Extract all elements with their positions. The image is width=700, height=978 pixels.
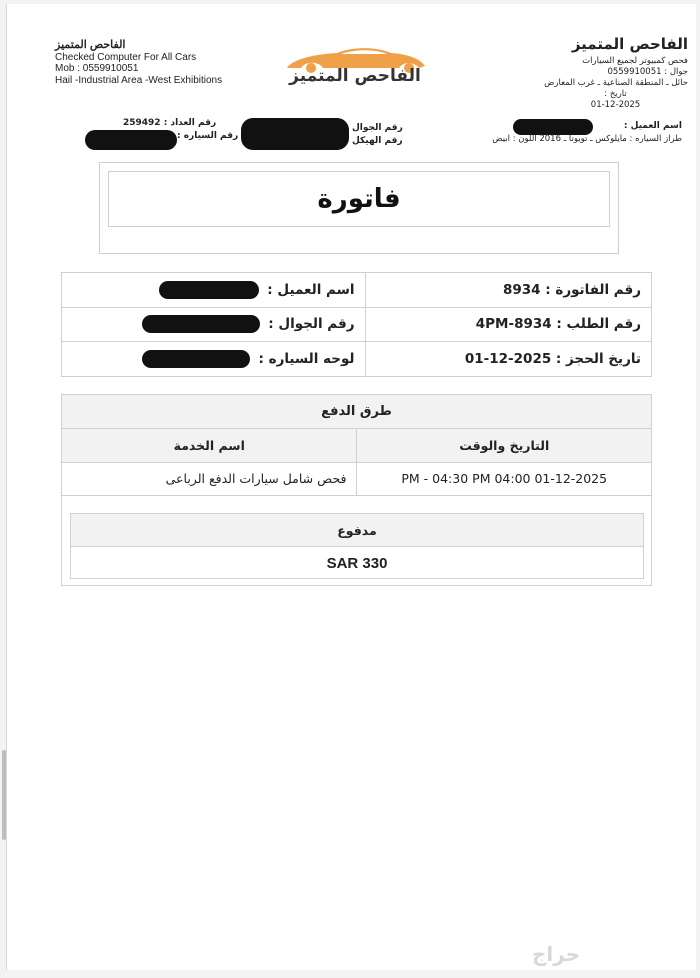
company-mobile-ar: جوال : 0559910051: [607, 67, 688, 77]
payment-methods-title: طرق الدفع: [62, 395, 651, 429]
invoice-number: رقم الفاتورة : 8934: [365, 273, 651, 308]
invoice-info-table: [61, 272, 652, 377]
redacted-customer-name: [159, 281, 259, 299]
invoice-title: فاتورة: [108, 171, 610, 227]
logo-text: الفاحص المتميز: [289, 66, 421, 86]
company-info-en: [55, 40, 265, 86]
booking-date: تاريخ الحجز : 2025-12-01: [365, 342, 651, 377]
paid-box: [70, 513, 644, 579]
mobile-cell: رقم الجوال :: [62, 307, 366, 342]
service-datetime: PM - 04:30 PM 04:00 01-12-2025: [357, 462, 651, 495]
table-row: [62, 462, 651, 495]
odometer: رقم العداد : 259492: [123, 118, 217, 128]
company-tagline-en: Checked Computer For All Cars: [55, 51, 197, 63]
plate-cell: لوحه السياره :: [62, 342, 366, 377]
redacted-mobile: [142, 315, 260, 333]
redacted-car-number: [85, 130, 177, 150]
order-number: رقم الطلب : 8934-4PM: [365, 307, 651, 342]
company-address-ar: حائل ـ المنطقة الصناعية ـ غرب المعارض: [544, 78, 688, 88]
service-name: فحص شامل سيارات الدفع الرباعى: [62, 462, 357, 495]
redacted-customer-header: [513, 119, 593, 135]
table-row: [62, 342, 652, 377]
mobile-label: رقم الجوال: [352, 123, 403, 133]
service-table: [62, 429, 651, 496]
company-tagline-ar: فحص كمبيوتر لجميع السيارات: [582, 56, 688, 66]
company-logo: [279, 44, 431, 94]
car-model: طراز السياره : مايلوكس ـ تويوتا ـ 2016 اللون : ابيض: [492, 134, 682, 144]
company-mobile-en: Mob : 0559910051: [55, 63, 139, 74]
customer-label-header: اسم العميل :: [623, 121, 682, 131]
company-name: الفاحص المتميز: [571, 35, 688, 53]
customer-name-cell: اسم العميل :: [62, 273, 366, 308]
table-row: [62, 429, 651, 462]
header-date-label: تاريخ :: [604, 89, 627, 99]
payment-section: [61, 394, 652, 586]
paid-label: مدفوع: [71, 514, 643, 547]
redacted-mobile-chassis: [241, 118, 349, 150]
car-number-label: رقم السياره :: [177, 131, 239, 141]
col-datetime-header: التاريخ والوقت: [357, 429, 651, 462]
company-address-en: Hail -Industrial Area -West Exhibitions: [55, 74, 223, 86]
header-date: 01-12-2025: [590, 100, 641, 110]
redacted-plate: [142, 350, 250, 368]
table-row: [62, 273, 652, 308]
invoice-title-box: [99, 162, 619, 254]
table-row: [62, 307, 652, 342]
scrollbar[interactable]: [2, 750, 6, 840]
invoice-page: [6, 4, 696, 970]
company-name-small: الفاحص المتميز: [55, 39, 126, 51]
watermark: حراج: [532, 942, 581, 966]
col-service-header: اسم الخدمة: [62, 429, 357, 462]
paid-amount: SAR 330: [326, 554, 388, 572]
chassis-label: رقم الهيكل: [352, 136, 403, 146]
company-info-ar: [438, 32, 688, 111]
